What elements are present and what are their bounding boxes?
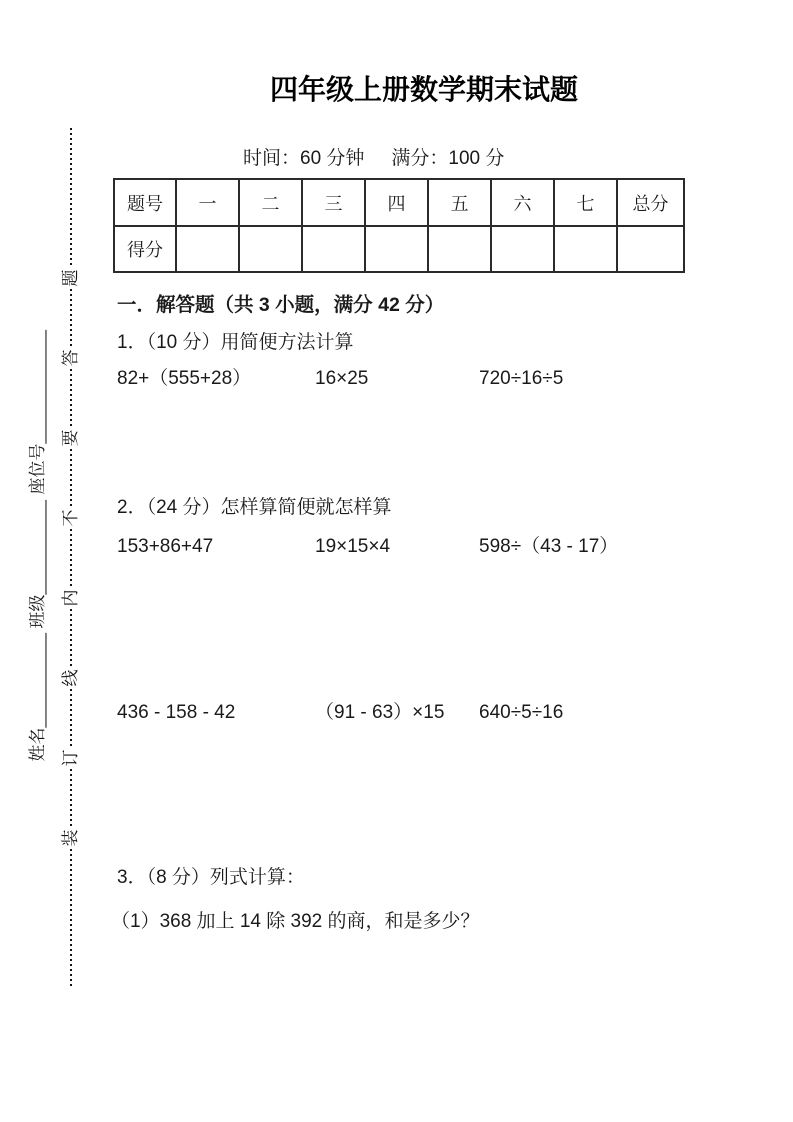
score-table <box>113 178 685 273</box>
binding-line-rail <box>59 128 83 988</box>
header-cell: 七 <box>554 179 617 226</box>
expression: 640÷5÷16 <box>479 702 564 723</box>
dotted-line-segment <box>70 689 72 747</box>
score-table-header-row <box>114 179 684 226</box>
student-name-field: 姓名__________ <box>28 633 47 762</box>
question-2-label: 2．（24 分）怎样算简便就怎样算 <box>117 497 392 518</box>
page-title: 四年级上册数学期末试题 <box>270 75 579 106</box>
binding-rail-char: 订 <box>61 749 80 767</box>
header-cell: 四 <box>365 179 428 226</box>
question-2-expressions-row2 <box>117 701 717 725</box>
binding-rail-char: 题 <box>61 269 80 287</box>
expression: 16×25 <box>315 368 369 389</box>
question-3-label: 3．（8 分）列式计算： <box>117 867 305 888</box>
header-cell: 五 <box>428 179 491 226</box>
exam-meta-line <box>243 147 504 171</box>
score-table-score-row <box>114 226 684 272</box>
binding-rail-char: 答 <box>61 349 80 367</box>
header-cell: 题号 <box>114 179 176 226</box>
dotted-line-segment <box>70 128 72 267</box>
question-1-label: 1．（10 分）用简便方法计算 <box>117 332 354 353</box>
binding-rail-char: 不 <box>61 509 80 527</box>
expression: 720÷16÷5 <box>479 368 564 389</box>
dotted-line-segment <box>70 609 72 667</box>
expression: 19×15×4 <box>315 536 391 557</box>
dotted-line-segment <box>70 369 72 427</box>
expression: 598÷（43 - 17） <box>479 536 619 557</box>
header-cell: 六 <box>491 179 554 226</box>
score-cell <box>302 226 365 272</box>
question-2-expressions-row1 <box>117 535 717 559</box>
seat-number-field: 座位号____________ <box>28 330 47 495</box>
binding-rail-char: 内 <box>61 589 80 607</box>
class-field: 班级__________ <box>28 500 47 629</box>
binding-rail-char: 要 <box>61 429 80 447</box>
expression: 153+86+47 <box>117 536 214 557</box>
question-1-expressions <box>117 367 717 391</box>
score-cell <box>554 226 617 272</box>
score-row-label: 得分 <box>114 226 176 272</box>
dotted-line-segment <box>70 289 72 347</box>
dotted-line-segment <box>70 769 72 827</box>
time-limit-label: 时间：60 分钟 <box>243 148 365 169</box>
full-score-label: 满分：100 分 <box>391 148 505 169</box>
score-cell <box>617 226 684 272</box>
expression: （91 - 63）×15 <box>315 702 445 723</box>
binding-rail-char: 装 <box>61 829 80 847</box>
score-cell <box>491 226 554 272</box>
score-cell <box>428 226 491 272</box>
header-cell: 三 <box>302 179 365 226</box>
header-cell: 总分 <box>617 179 684 226</box>
expression: 82+（555+28） <box>117 368 252 389</box>
header-cell: 一 <box>176 179 239 226</box>
expression: 436 - 158 - 42 <box>117 702 236 723</box>
score-cell <box>176 226 239 272</box>
score-cell <box>239 226 302 272</box>
dotted-line-segment <box>70 529 72 587</box>
question-3-part-1: （1）368 加上 14 除 392 的商，和是多少？ <box>111 911 480 932</box>
dotted-line-segment <box>70 449 72 507</box>
header-cell: 二 <box>239 179 302 226</box>
section-heading: 一．解答题（共 3 小题，满分 42 分） <box>117 294 445 316</box>
binding-rail-char: 线 <box>61 669 80 687</box>
score-cell <box>365 226 428 272</box>
dotted-line-segment <box>70 849 72 988</box>
